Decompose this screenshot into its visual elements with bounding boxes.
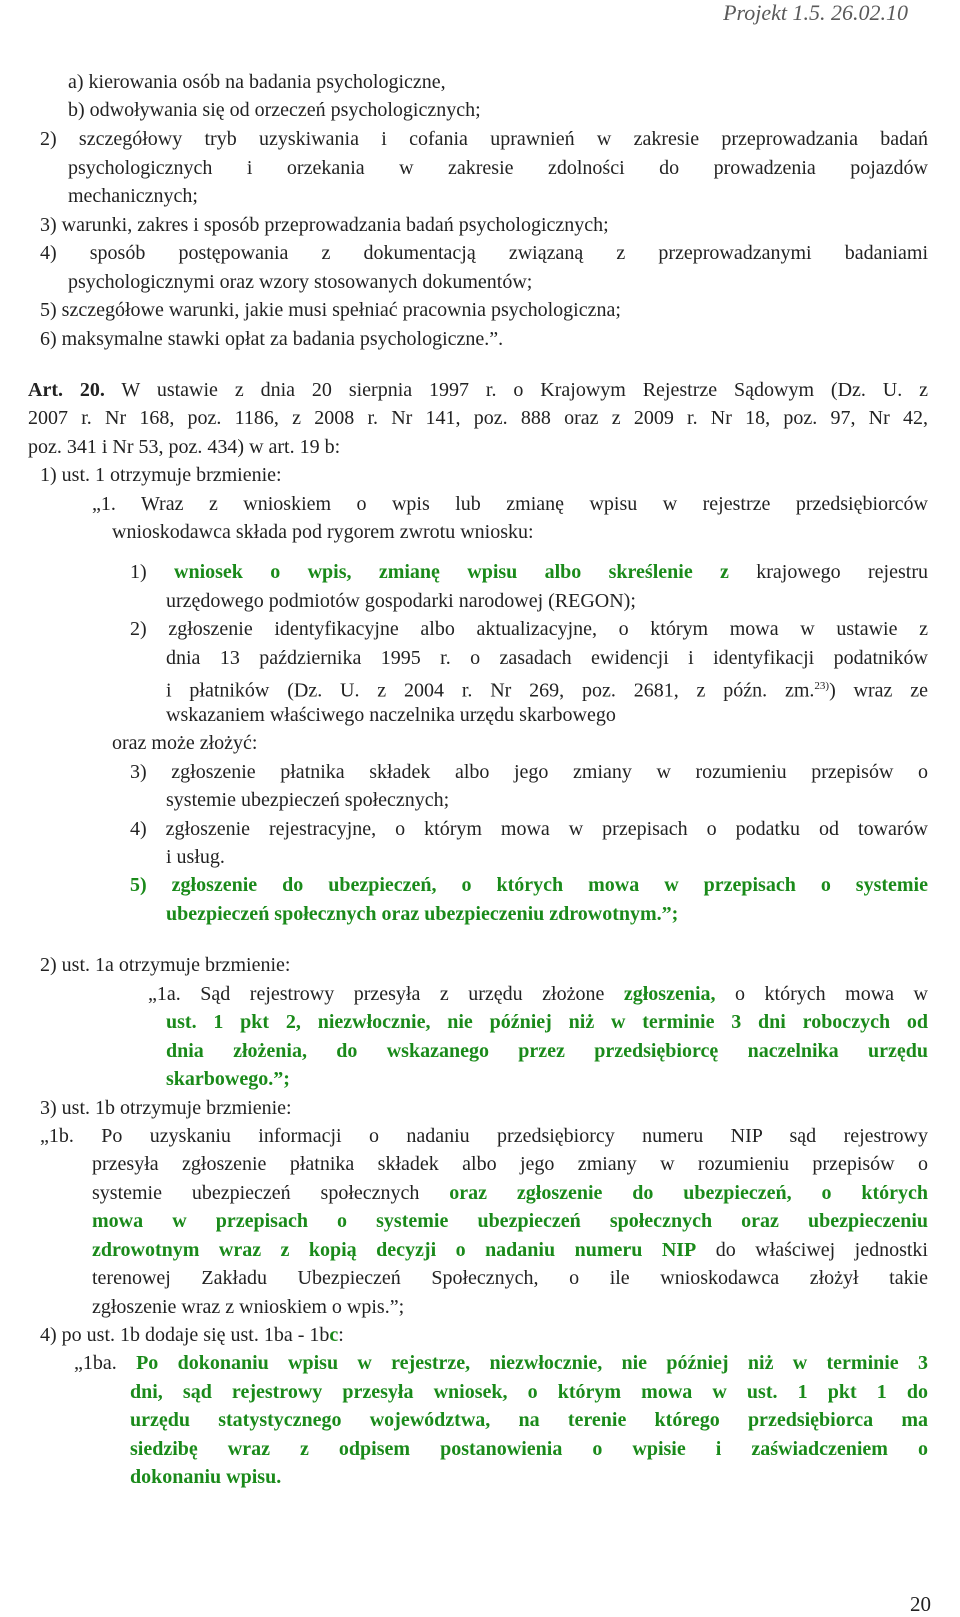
amendment-text: wniosek o wpis, zmianę wpisu albo skreślenie z	[174, 561, 729, 583]
amendment-text: siedzibę wraz z odpisem postanowienia o wpisie i zaświadczeniem o	[130, 1438, 928, 1460]
article-heading	[28, 378, 928, 402]
text-line: 2) szczegółowy tryb uzyskiwania i cofania uprawnień w zakresie przeprowadzania badań	[40, 128, 928, 150]
text-line: urzędowego podmiotów gospodarki narodowej (REGON);	[166, 590, 636, 612]
amendment-text: dnia złożenia, do wskazanego przez przedsiębiorcę naczelnika urzędu	[166, 1040, 928, 1062]
text-line: zgłoszenie wraz z wnioskiem o wpis.”;	[92, 1296, 405, 1318]
text-line: 2) zgłoszenie identyfikacyjne albo aktualizacyjne, o którym mowa w ustawie z	[130, 618, 928, 640]
article-text: W ustawie z dnia 20 sierpnia 1997 r. o Krajowym Rejestrze Sądowym (Dz. U. z	[104, 379, 929, 401]
text-span: do właściwej jednostki	[696, 1239, 928, 1261]
article-number: Art. 20.	[28, 379, 105, 401]
text-line: psychologicznych i orzekania w zakresie zdolności do prowadzenia pojazdów	[68, 157, 928, 179]
text-span: systemie ubezpieczeń społecznych	[92, 1182, 450, 1204]
text-span: i płatników (Dz. U. z 2004 r. Nr 269, poz. 2681, z późn. zm.	[166, 679, 815, 702]
amendment-text: dni, sąd rejestrowy przesyła wniosek, o którym mowa w ust. 1 pkt 1 do	[130, 1381, 928, 1403]
text-line: 1) ust. 1 otrzymuje brzmienie:	[40, 464, 282, 486]
text-line	[40, 1323, 344, 1347]
amendment-text: oraz zgłoszenie do ubezpieczeń, o których	[449, 1182, 929, 1204]
text-line: „1b. Po uzyskaniu informacji o nadaniu przedsiębiorcy numeru NIP sąd rejestrowy	[40, 1125, 928, 1147]
amendment-text: c	[329, 1324, 339, 1346]
text-line	[92, 1181, 928, 1205]
text-line: 4) sposób postępowania z dokumentacją związaną z przeprowadzanymi badaniami	[40, 242, 928, 264]
text-line	[166, 674, 928, 703]
text-span: :	[338, 1324, 344, 1346]
text-line: dnia 13 października 1995 r. o zasadach ewidencji i identyfikacji podatników	[166, 647, 928, 669]
amendment-text: Po dokonaniu wpisu w rejestrze, niezwłocznie, nie później niż w terminie 3	[136, 1352, 928, 1374]
text-line	[74, 1351, 928, 1375]
page-number: 20	[910, 1592, 931, 1616]
item-number: 1)	[130, 561, 174, 583]
amendment-text: dokonaniu wpisu.	[130, 1466, 282, 1488]
text-line: terenowej Zakładu Ubezpieczeń Społecznych, o ile wnioskodawca złożył takie	[92, 1267, 928, 1289]
text-line: „1. Wraz z wnioskiem o wpis lub zmianę wpisu w rejestrze przedsiębiorców	[92, 493, 928, 515]
text-line: i usług.	[166, 846, 225, 868]
text-line: mechanicznych;	[68, 185, 198, 207]
text-line: 2) ust. 1a otrzymuje brzmienie:	[40, 954, 291, 976]
text-line: b) odwoływania się od orzeczeń psychologicznych;	[68, 99, 481, 121]
amendment-text: zdrowotnym wraz z kopią decyzji o nadaniu numeru NIP	[92, 1239, 697, 1261]
text-span: „1a. Sąd rejestrowy przesyła z urzędu złożone	[148, 983, 624, 1005]
document-version-header: Projekt 1.5. 26.02.10	[723, 0, 908, 25]
text-line: 3) zgłoszenie płatnika składek albo jego zmiany w rozumieniu przepisów o	[130, 761, 928, 783]
text-line: 4) zgłoszenie rejestracyjne, o którym mowa w przepisach o podatku od towarów	[130, 818, 928, 840]
amendment-text: urzędu statystycznego województwa, na terenie którego przedsiębiorca ma	[130, 1409, 928, 1431]
text-span: o których mowa w	[715, 983, 928, 1005]
text-line: systemie ubezpieczeń społecznych;	[166, 789, 450, 811]
text-line	[148, 982, 928, 1006]
text-line: 6) maksymalne stawki opłat za badania psychologiczne.”.	[40, 328, 504, 350]
amendment-text: ubezpieczeń społecznych oraz ubezpieczeniu zdrowotnym.”;	[166, 903, 679, 925]
text-line: przesyła zgłoszenie płatnika składek albo jego zmiany w rozumieniu przepisów o	[92, 1153, 928, 1175]
text-line: wnioskodawca składa pod rygorem zwrotu wniosku:	[112, 521, 534, 543]
text-line: poz. 341 i Nr 53, poz. 434) w art. 19 b:	[28, 436, 341, 458]
text-line: wskazaniem właściwego naczelnika urzędu skarbowego	[166, 704, 616, 726]
item-text: krajowego rejestru	[728, 561, 928, 583]
text-line: psychologicznymi oraz wzory stosowanych dokumentów;	[68, 271, 533, 293]
footnote-ref: 23)	[814, 680, 830, 692]
amendment-text: mowa w przepisach o systemie ubezpieczeń społecznych oraz ubezpieczeniu	[92, 1210, 928, 1232]
text-line: 3) ust. 1b otrzymuje brzmienie:	[40, 1097, 292, 1119]
text-line: 5) szczegółowe warunki, jakie musi spełniać pracownia psychologiczna;	[40, 299, 621, 321]
list-item	[130, 560, 928, 584]
amendment-text: ust. 1 pkt 2, niezwłocznie, nie później niż w terminie 3 dni roboczych od	[166, 1011, 928, 1033]
text-line: oraz może złożyć:	[112, 732, 258, 754]
amendment-text: 5) zgłoszenie do ubezpieczeń, o których mowa w przepisach o systemie	[130, 874, 928, 896]
text-line: a) kierowania osób na badania psychologiczne,	[68, 71, 446, 93]
text-line	[92, 1238, 928, 1262]
amendment-text: skarbowego.”;	[166, 1068, 290, 1090]
text-span: „1ba.	[74, 1352, 137, 1374]
text-line: 2007 r. Nr 168, poz. 1186, z 2008 r. Nr 141, poz. 888 oraz z 2009 r. Nr 18, poz. 97, Nr 42,	[28, 407, 928, 429]
text-span: 4) po ust. 1b dodaje się ust. 1ba - 1b	[40, 1324, 330, 1346]
text-span: ) wraz ze	[829, 679, 928, 702]
text-line: 3) warunki, zakres i sposób przeprowadzania badań psychologicznych;	[40, 214, 609, 236]
amendment-text: zgłoszenia,	[623, 983, 716, 1005]
